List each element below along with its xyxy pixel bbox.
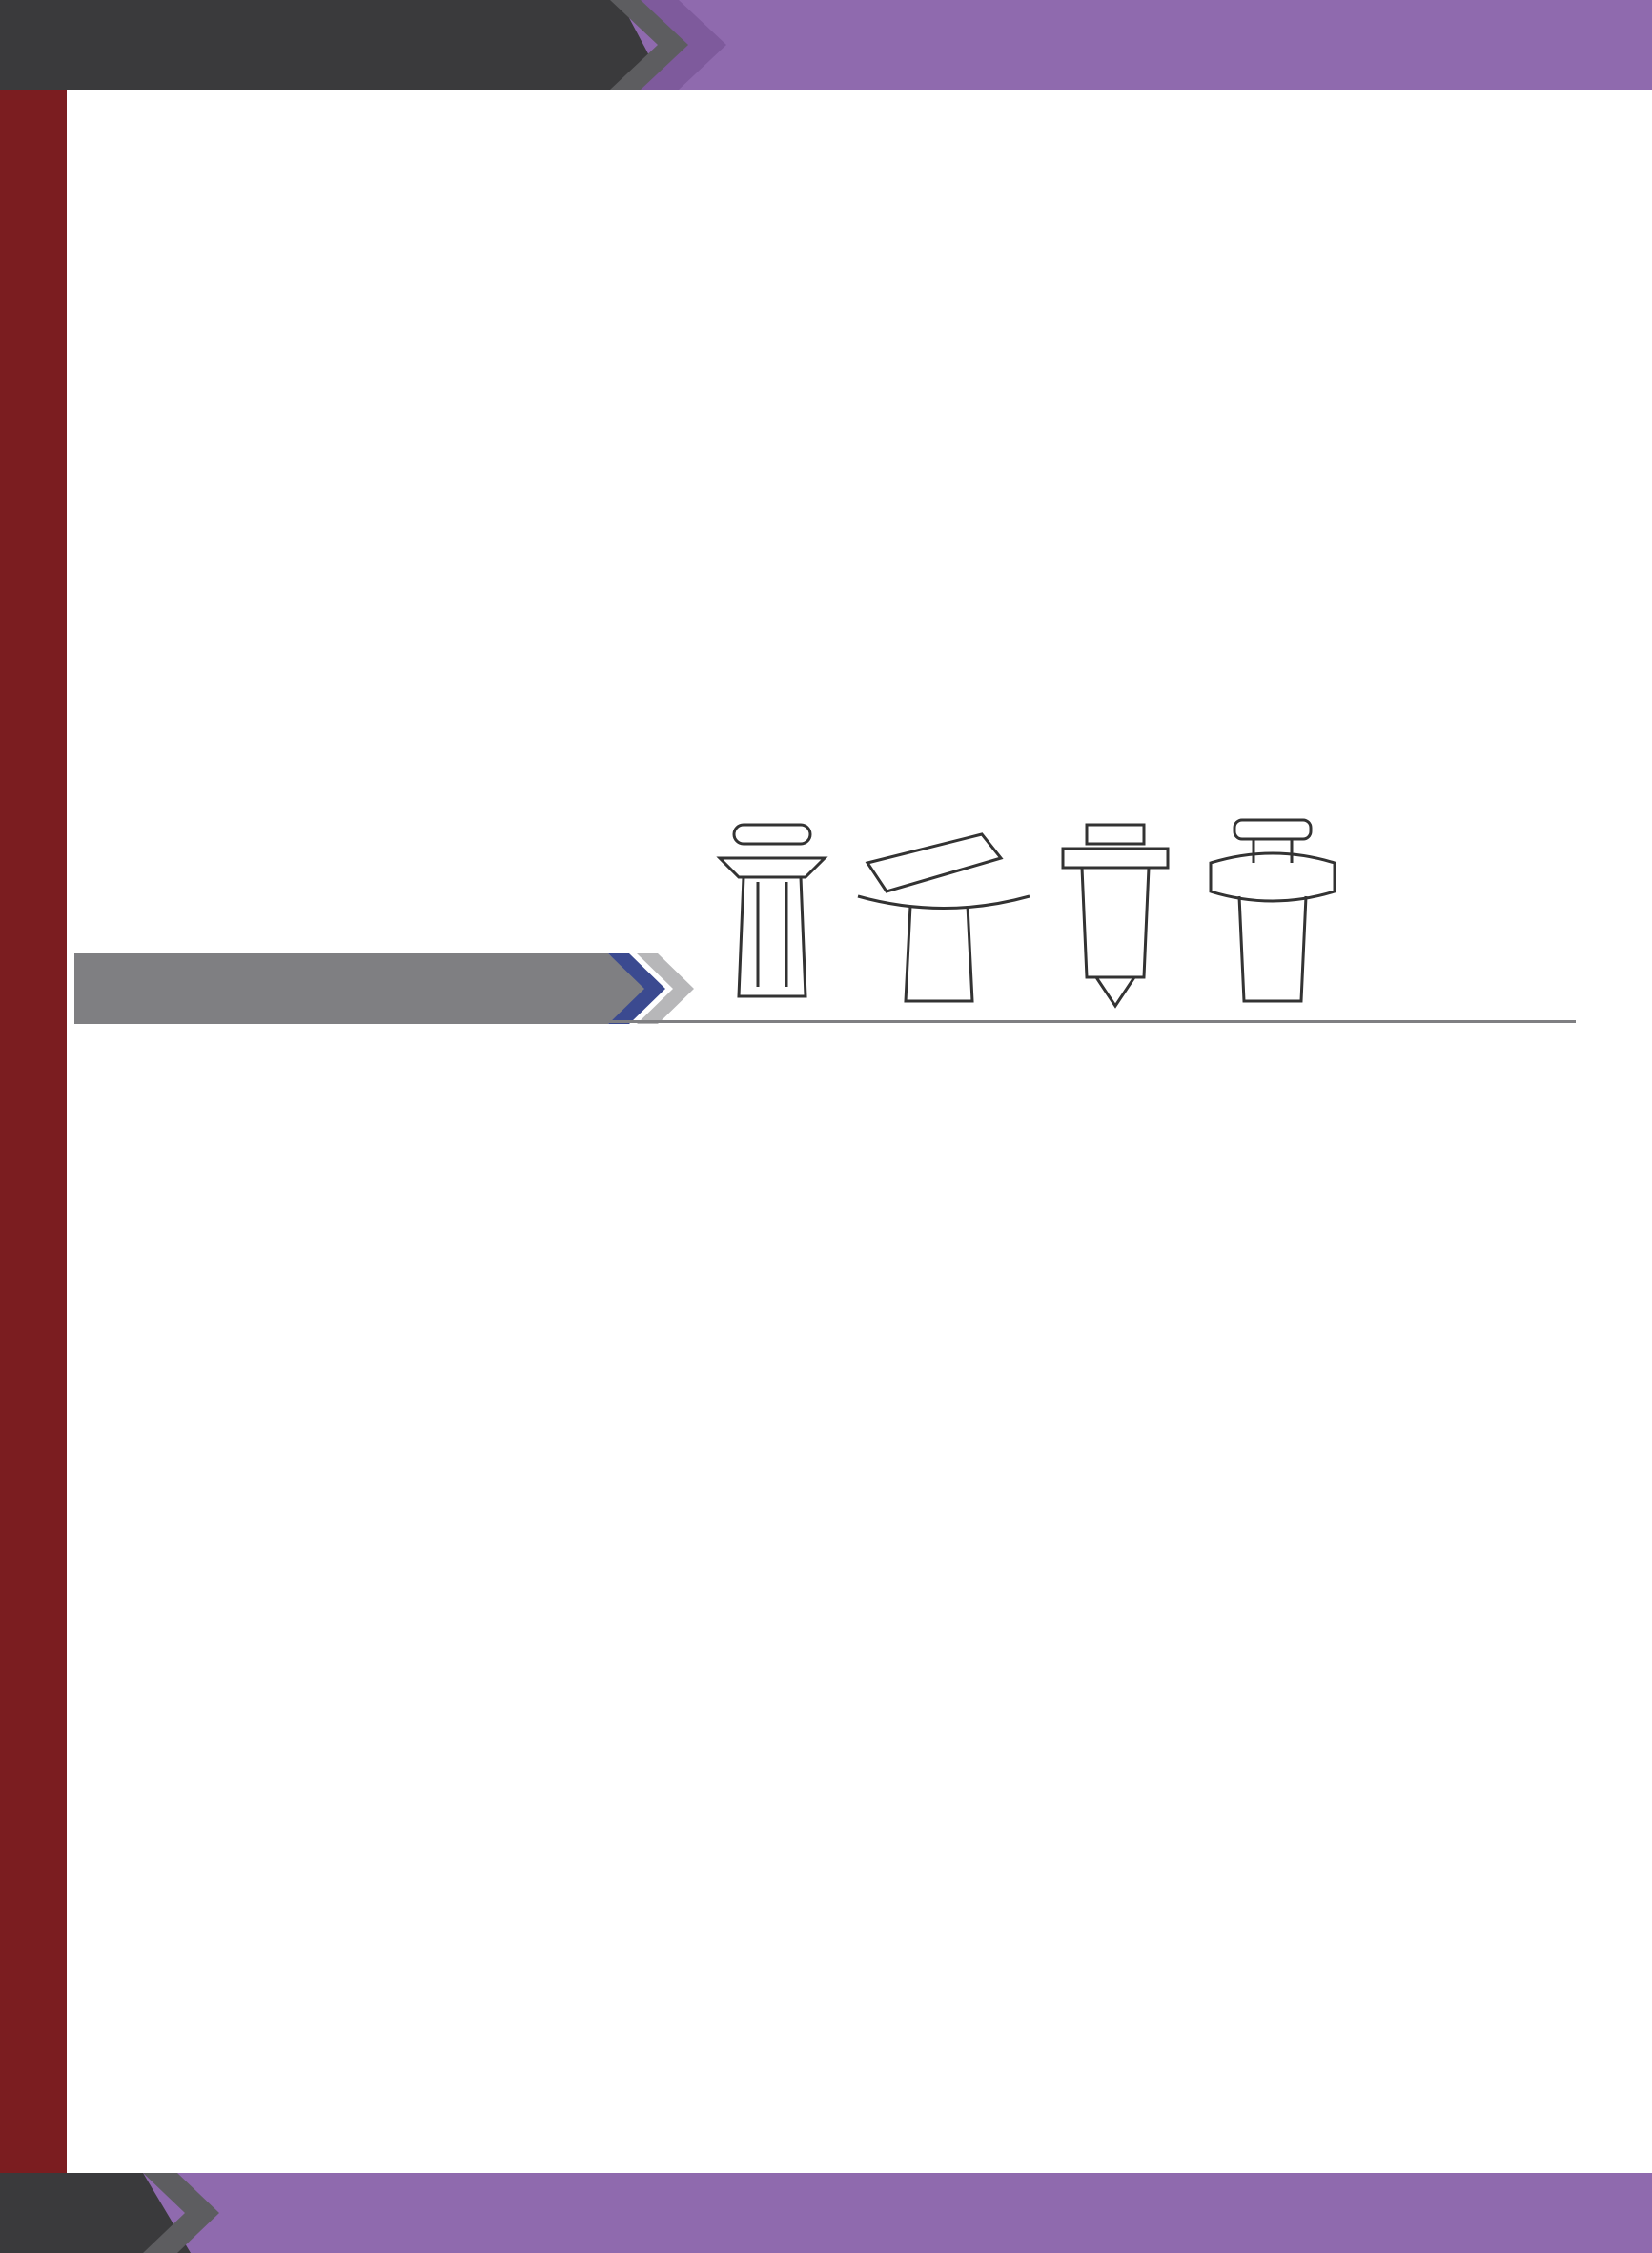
header-dark-band: [0, 0, 667, 90]
clip-illustration-2: [858, 834, 1030, 1001]
brand-side-band: [0, 90, 67, 2173]
section-underline: [74, 1020, 1576, 1023]
clip-illustrations: [705, 815, 1563, 1015]
section-header-grampos: [74, 953, 684, 1024]
clip-illustration-4: [1211, 820, 1335, 1001]
page-header: [0, 0, 1652, 90]
clip-illustration-3: [1063, 825, 1168, 1006]
section-bar: [74, 953, 646, 1024]
clip-illustration-1: [720, 825, 825, 996]
page-footer: [0, 2173, 1652, 2253]
